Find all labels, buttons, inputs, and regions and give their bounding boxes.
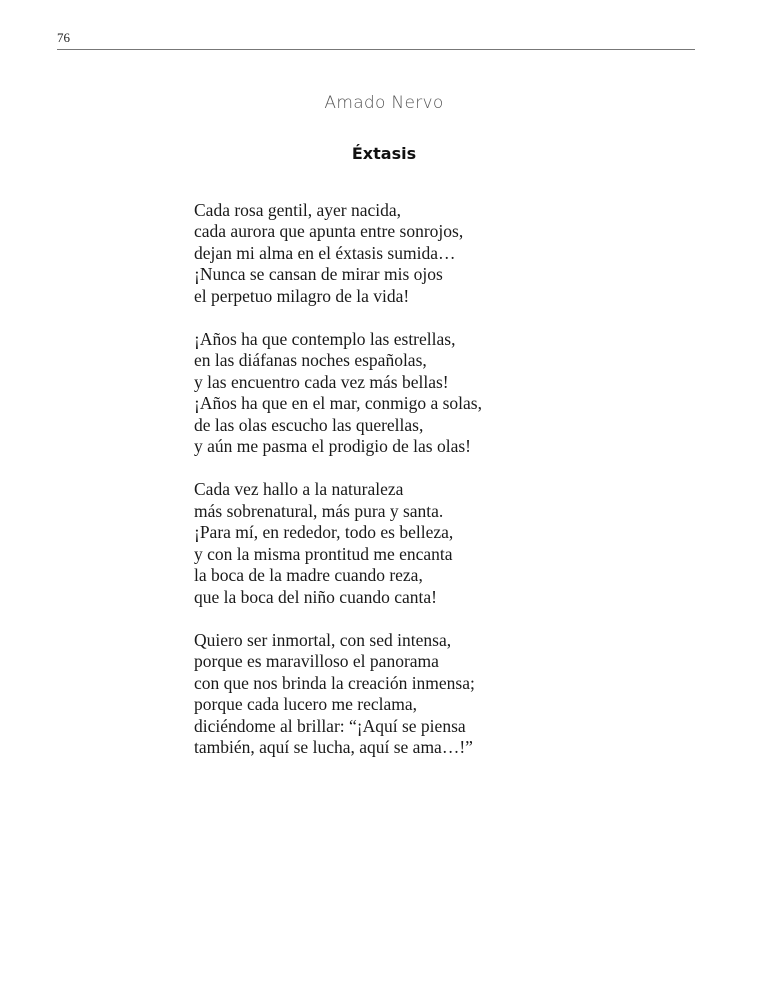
poem-line: diciéndome al brillar: “¡Aquí se piensa	[194, 715, 466, 736]
poem-line: dejan mi alma en el éxtasis sumida…	[194, 242, 456, 263]
page-number: 76	[57, 30, 70, 45]
poem-line: porque es maravilloso el panorama	[194, 651, 439, 672]
poem-line: y aún me pasma el prodigio de las olas!	[194, 436, 472, 457]
author-name: Amado Nervo	[324, 93, 444, 113]
poem-line: ¡Nunca se cansan de mirar mis ojos	[194, 264, 443, 285]
poem-line: ¡Años ha que en el mar, conmigo a solas,	[194, 393, 482, 414]
poem-line: de las olas escucho las querellas,	[194, 414, 424, 435]
stanza-1	[194, 200, 714, 307]
poem-line: porque cada lucero me reclama,	[194, 694, 417, 715]
poem-line: también, aquí se lucha, aquí se ama…!”	[194, 736, 473, 757]
poem-line: Cada rosa gentil, ayer nacida,	[194, 200, 401, 220]
poem-line: cada aurora que apunta entre sonrojos,	[194, 221, 464, 242]
stanza-4	[194, 630, 714, 758]
stanza-3	[194, 479, 714, 607]
poem-line: más sobrenatural, más pura y santa.	[194, 500, 444, 521]
poem-line: Cada vez hallo a la naturaleza	[194, 479, 404, 500]
poem-line: con que nos brinda la creación inmensa;	[194, 672, 475, 693]
stanza-2	[194, 329, 714, 457]
poem-line: que la boca del niño cuando canta!	[194, 586, 437, 607]
poem-line: y con la misma prontitud me encanta	[194, 543, 453, 564]
header-rule	[57, 49, 695, 50]
poem-line: el perpetuo milagro de la vida!	[194, 285, 410, 306]
poem-line: en las diáfanas noches españolas,	[194, 350, 427, 371]
poem-line: ¡Para mí, en rededor, todo es belleza,	[194, 522, 454, 543]
poem-line: y las encuentro cada vez más bellas!	[194, 371, 449, 392]
poem-title: Éxtasis	[351, 144, 417, 163]
poem-line: Quiero ser inmortal, con sed intensa,	[194, 629, 452, 650]
poem-body	[194, 200, 714, 780]
poem-line: la boca de la madre cuando reza,	[194, 565, 423, 586]
poem-line: ¡Años ha que contemplo las estrellas,	[194, 329, 456, 350]
